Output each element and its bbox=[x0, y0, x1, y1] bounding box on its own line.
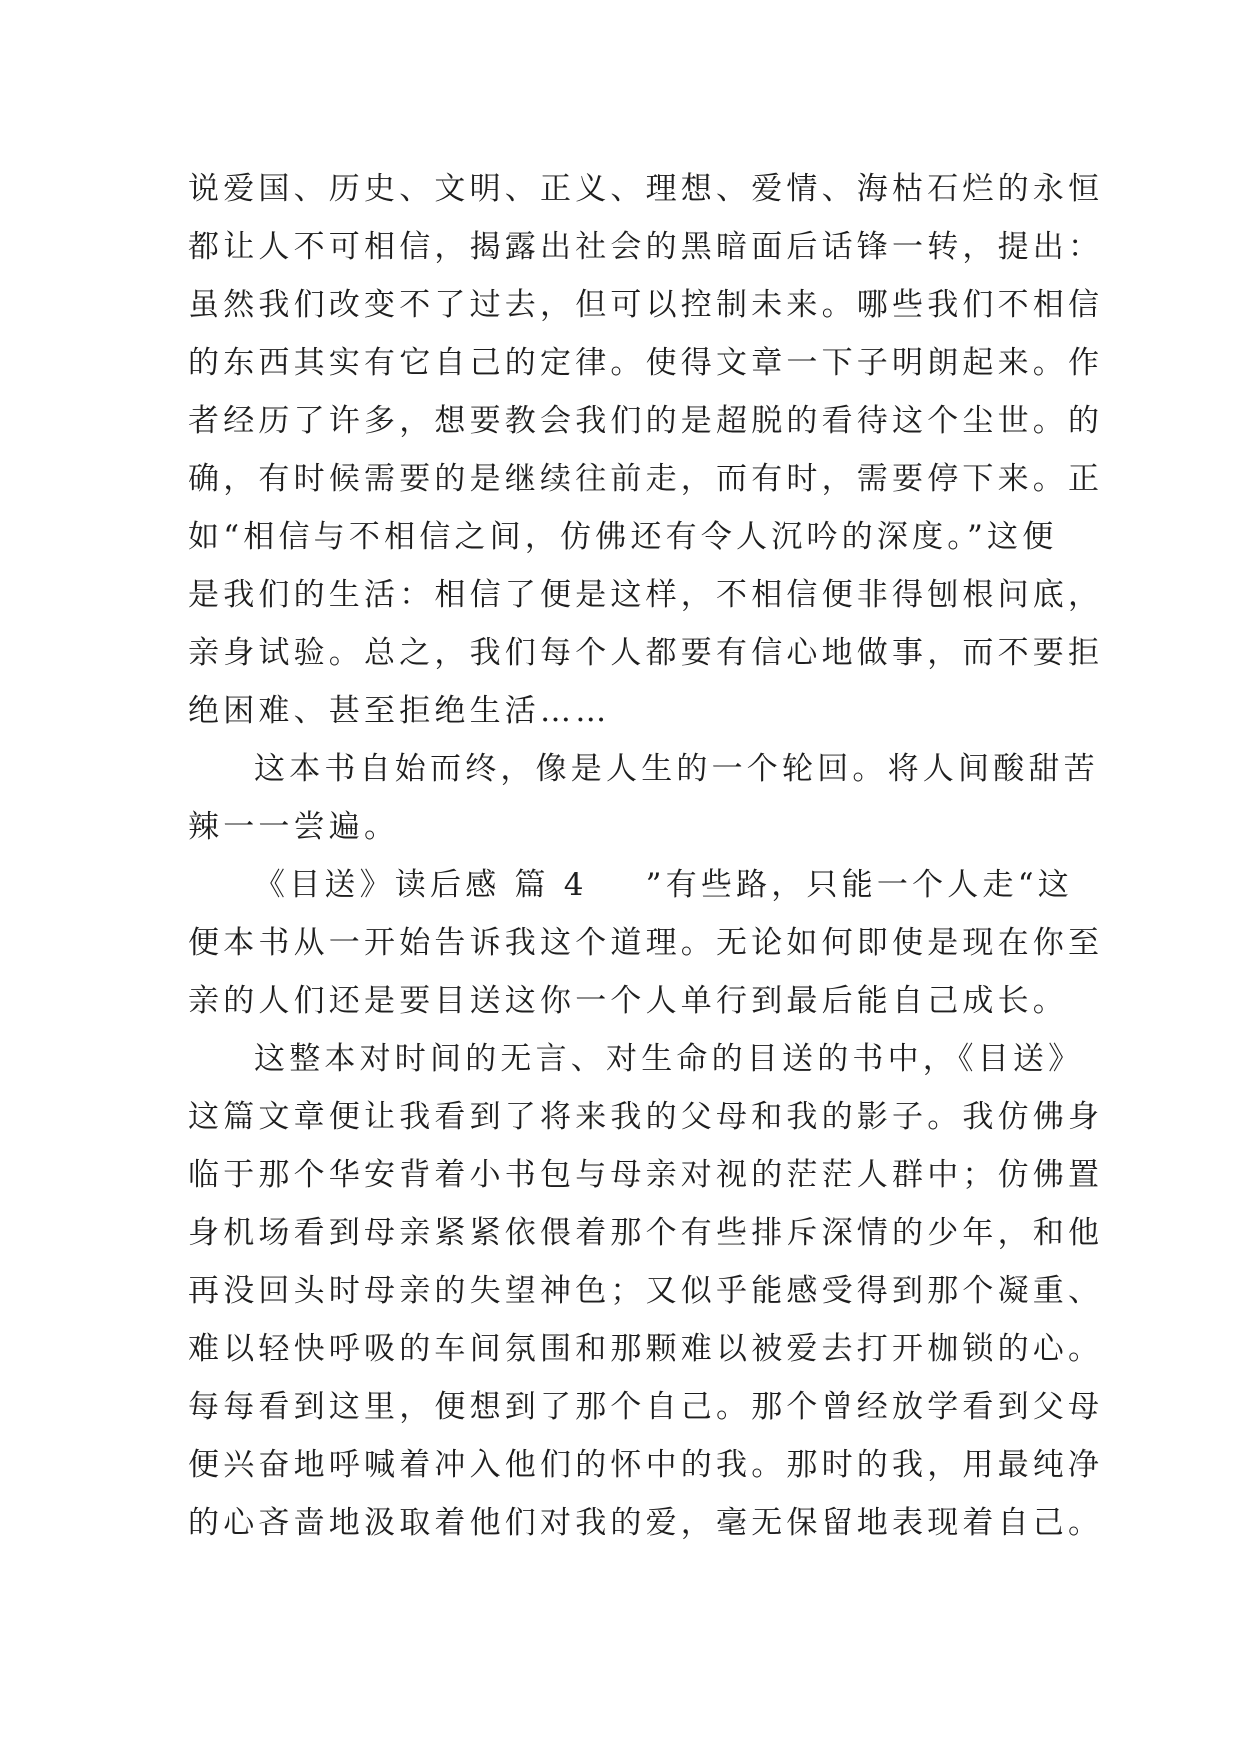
paragraph-3 bbox=[188, 856, 1104, 1030]
text-line: 难以轻快呼吸的车间氛围和那颗难以被爱去打开枷锁的心。 bbox=[188, 1331, 1104, 1367]
heading-line bbox=[188, 856, 1073, 914]
paragraph-2 bbox=[188, 740, 1099, 856]
text-line: 亲身试验。总之，我们每个人都要有信心地做事，而不要拒 bbox=[188, 635, 1104, 671]
text-line: 便本书从一开始告诉我这个道理。无论如何即使是现在你至 bbox=[188, 925, 1104, 961]
body-text bbox=[188, 160, 1104, 1552]
text-line: 这本书自始而终，像是人生的一个轮回。将人间酸甜苦 bbox=[254, 751, 1099, 787]
text-line: 身机场看到母亲紧紧依偎着那个有些排斥深情的少年，和他 bbox=[188, 1215, 1104, 1251]
text-line: 都让人不可相信，揭露出社会的黑暗面后话锋一转，提出： bbox=[188, 229, 1104, 265]
text-line: 再没回头时母亲的失望神色；又似乎能感受得到那个凝重、 bbox=[188, 1273, 1104, 1309]
text-line: 如“相信与不相信之间，仿佛还有令人沉吟的深度。”这便 bbox=[188, 519, 1058, 555]
text-line: 的心吝啬地汲取着他们对我的爱，毫无保留地表现着自己。 bbox=[188, 1505, 1104, 1541]
text-line: 便兴奋地呼喊着冲入他们的怀中的我。那时的我，用最纯净 bbox=[188, 1447, 1104, 1483]
text-line: 这篇文章便让我看到了将来我的父母和我的影子。我仿佛身 bbox=[188, 1099, 1104, 1135]
text-line: 确，有时候需要的是继续往前走，而有时，需要停下来。正 bbox=[188, 461, 1104, 497]
text-line: 说爱国、历史、文明、正义、理想、爱情、海枯石烂的永恒 bbox=[188, 171, 1104, 207]
text-line: 是我们的生活：相信了便是这样，不相信便非得刨根问底， bbox=[188, 577, 1104, 613]
text-line: 这整本对时间的无言、对生命的目送的书中，《目送》 bbox=[254, 1041, 1084, 1077]
section-heading: 《目送》读后感 篇 4 bbox=[254, 867, 588, 903]
paragraph-1 bbox=[188, 160, 1104, 740]
text-line: 临于那个华安背着小书包与母亲对视的茫茫人群中；仿佛置 bbox=[188, 1157, 1104, 1193]
text-line: 辣一一尝遍。 bbox=[188, 809, 400, 845]
text-line: ”有些路，只能一个人走“这 bbox=[645, 867, 1073, 903]
paragraph-4 bbox=[188, 1030, 1104, 1552]
text-line: 者经历了许多，想要教会我们的是超脱的看待这个尘世。的 bbox=[188, 403, 1104, 439]
text-line: 的东西其实有它自己的定律。使得文章一下子明朗起来。作 bbox=[188, 345, 1104, 381]
text-line: 亲的人们还是要目送这你一个人单行到最后能自己成长。 bbox=[188, 983, 1068, 1019]
text-line: 绝困难、甚至拒绝生活…… bbox=[188, 693, 611, 729]
text-line: 每每看到这里，便想到了那个自己。那个曾经放学看到父母 bbox=[188, 1389, 1104, 1425]
text-line: 虽然我们改变不了过去，但可以控制未来。哪些我们不相信 bbox=[188, 287, 1104, 323]
